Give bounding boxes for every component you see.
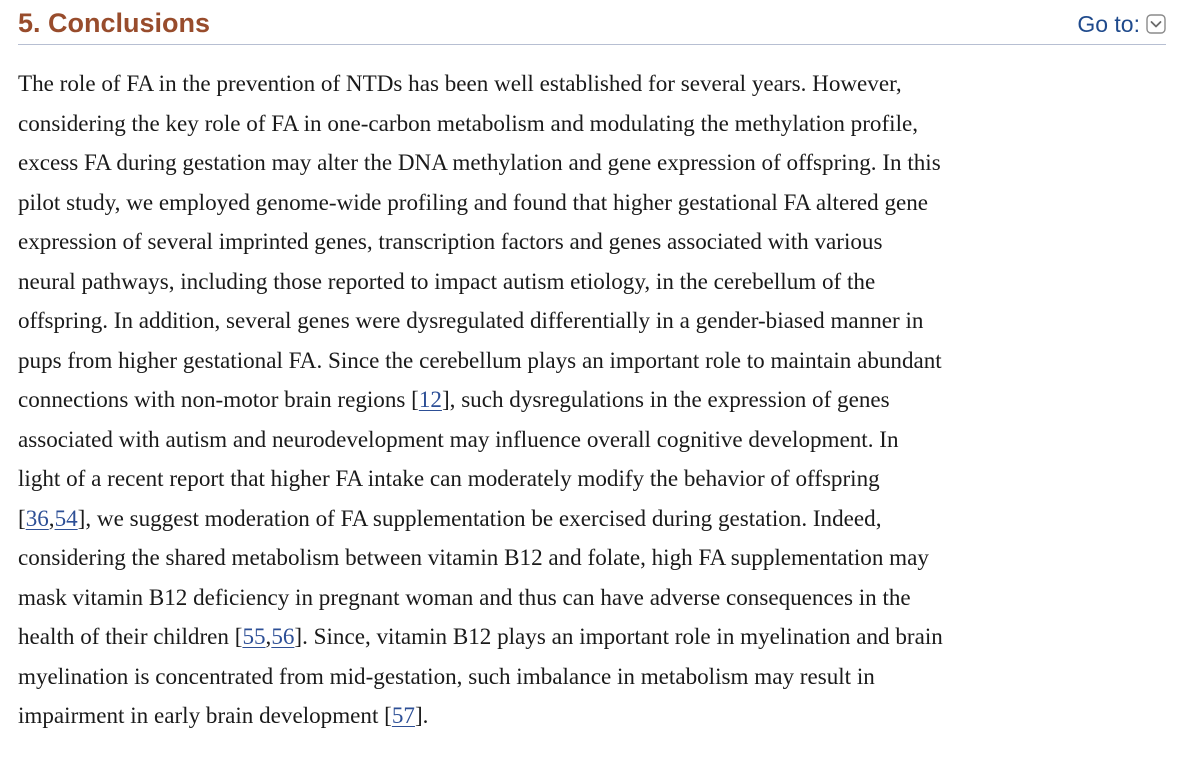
text-segment: neural pathways, including those reported to impact autism etiology, in the cerebellum of the [18,267,876,294]
text-segment: associated with autism and neurodevelopment may influence overall cognitive development. In [18,425,899,452]
text-segment: , [48,504,55,531]
reference-link[interactable]: 12 [418,386,442,412]
text-segment: excess FA during gestation may alter the DNA methylation and gene expression of offspring. In this [18,149,941,175]
chevron-down-box-icon[interactable] [1146,14,1166,34]
text-line [18,341,1158,381]
text-line [18,657,1158,697]
text-segment: ], we suggest moderation of FA supplementation be exercised during gestation. Indeed, [77,504,882,531]
goto-menu[interactable] [1077,10,1166,38]
text-line [18,420,1158,460]
text-segment: expression of several imprinted genes, transcription factors and genes associated with various [18,228,883,254]
text-segment: connections with non-motor brain regions [ [18,386,419,412]
text-segment: The role of FA in the prevention of NTDs has been well established for several years. However, [18,70,902,96]
text-segment: offspring. In addition, several genes were dysregulated differentially in a gender-biased manner in [18,307,924,333]
text-line [18,64,1158,104]
text-segment: considering the shared metabolism between vitamin B12 and folate, high FA supplementation may [18,544,929,570]
text-line [18,696,1158,736]
text-segment: ]. [414,702,429,728]
section-title: 5. Conclusions [18,8,211,38]
text-line [18,262,1158,302]
reference-link[interactable]: 36 [25,504,49,531]
reference-link[interactable]: 55 [242,623,266,649]
section-header [18,0,1166,45]
text-segment: ], such dysregulations in the expression of genes [441,386,890,412]
text-line [18,104,1158,144]
reference-link[interactable]: 57 [391,702,415,728]
conclusions-paragraph [18,64,1158,736]
text-segment: ]. Since, vitamin B12 plays an important role in myelination and brain [294,623,943,649]
text-line [18,183,1158,223]
text-line [18,301,1158,341]
reference-link[interactable]: 56 [271,623,295,649]
text-segment: health of their children [ [18,623,243,649]
text-line [18,617,1158,657]
goto-label[interactable]: Go to: [1077,11,1140,37]
text-segment: pups from higher gestational FA. Since the cerebellum plays an important role to maintain abundant [18,346,942,373]
text-segment: pilot study, we employed genome-wide profiling and found that higher gestational FA altered gene [18,188,929,215]
text-segment: [ [18,504,26,531]
text-line [18,499,1158,539]
text-segment: mask vitamin B12 deficiency in pregnant woman and thus can have adverse consequences in the [18,583,911,610]
text-line [18,222,1158,262]
text-line [18,459,1158,499]
text-segment: considering the key role of FA in one-carbon metabolism and modulating the methylation profile, [18,109,919,136]
text-segment: , [265,623,272,649]
reference-link[interactable]: 54 [54,504,78,531]
text-line [18,380,1158,420]
text-segment: impairment in early brain development [ [18,702,392,728]
text-line [18,538,1158,578]
text-segment: myelination is concentrated from mid-gestation, such imbalance in metabolism may result in [18,662,875,689]
text-segment: light of a recent report that higher FA intake can moderately modify the behavior of offspring [18,465,880,491]
text-line [18,143,1158,183]
text-line [18,578,1158,618]
